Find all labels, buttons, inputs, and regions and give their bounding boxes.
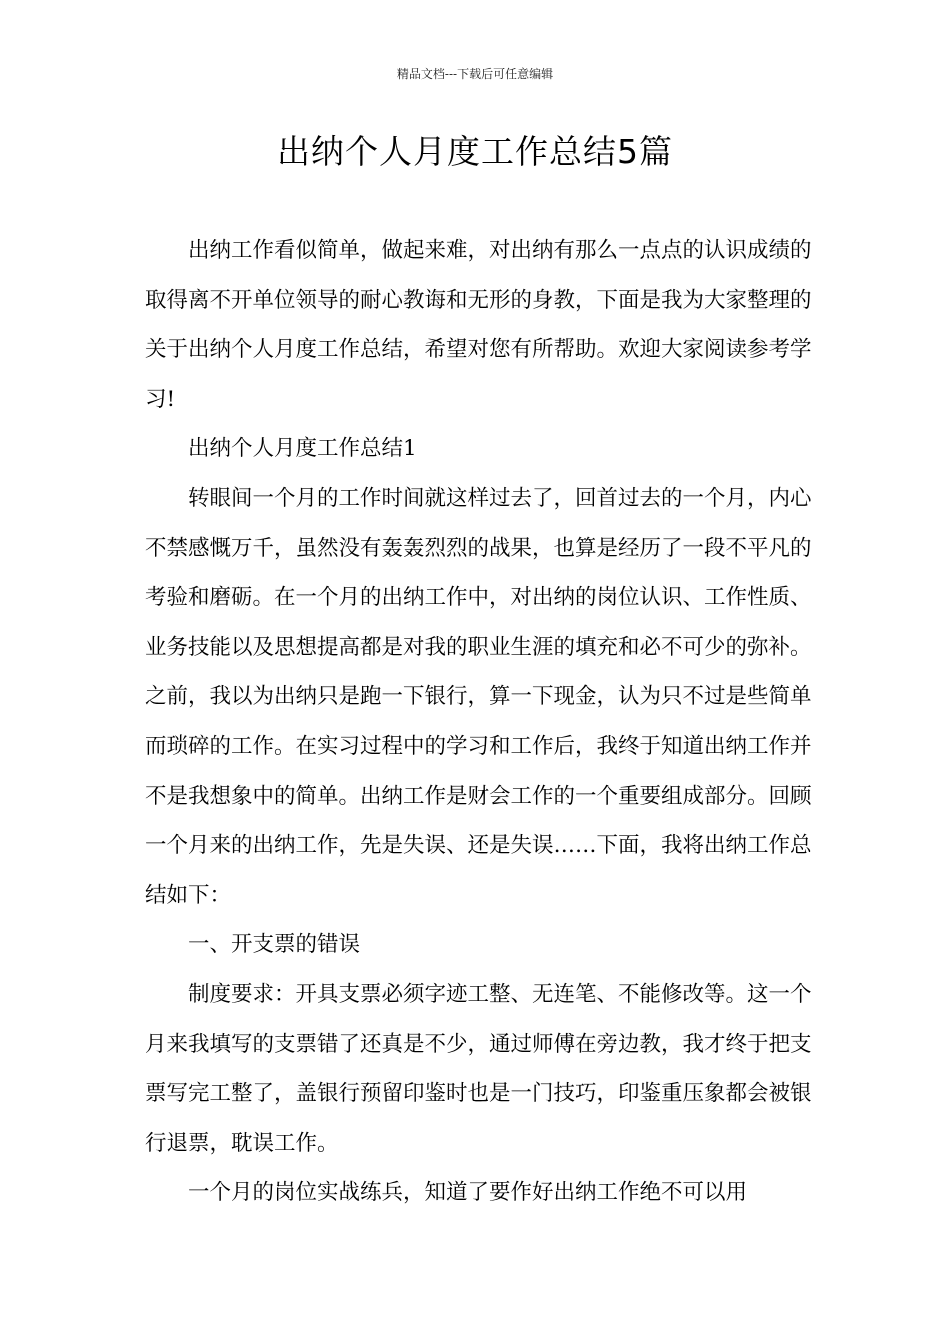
document-title: 出纳个人月度工作总结5篇 <box>277 132 673 171</box>
body-paragraph-1: 转眼间一个月的工作时间就这样过去了，回首过去的一个月，内心不禁感慨万千，虽然没有轰轰烈烈的战果，也算是经历了一段不平凡的考验和磨砺。在一个月的出纳工作中，对出纳的岗位认识、工作性质、业务技能以及思想提高都是对我的职业生涯的填充和必不可少的弥补。之前，我以为出纳只是跑一下银行，算一下现金，认为只不过是些简单而琐碎的工作。在实习过程中的学习和工作后，我终于知道出纳工作并不是我想象中的简单。出纳工作是财会工作的一个重要组成部分。回顾一个月来的出纳工作，先是失误、还是失误……下面，我将出纳工作总结如下： <box>145 485 812 908</box>
header-note: 精品文档---下载后可任意编辑 <box>396 67 554 81</box>
document-body <box>145 226 825 1218</box>
intro-paragraph: 出纳工作看似简单，做起来难，对出纳有那么一点点的认识成绩的取得离不开单位领导的耐心教诲和无形的身教，下面是我为大家整理的关于出纳个人月度工作总结，希望对您有所帮助。欢迎大家阅读参考学习! <box>145 238 812 412</box>
body-paragraph-2: 制度要求：开具支票必须字迹工整、无连笔、不能修改等。这一个月来我填写的支票错了还真是不少，通过师傅在旁边教，我才终于把支票写完工整了，盖银行预留印鉴时也是一门技巧，印鉴重压象都会被银行退票，耽误工作。 <box>145 981 812 1156</box>
section-heading-1: 出纳个人月度工作总结1 <box>188 436 417 462</box>
subsection-heading-1: 一、开支票的错误 <box>188 932 361 958</box>
body-paragraph-3: 一个月的岗位实战练兵，知道了要作好出纳工作绝不可以用 <box>188 1180 748 1206</box>
